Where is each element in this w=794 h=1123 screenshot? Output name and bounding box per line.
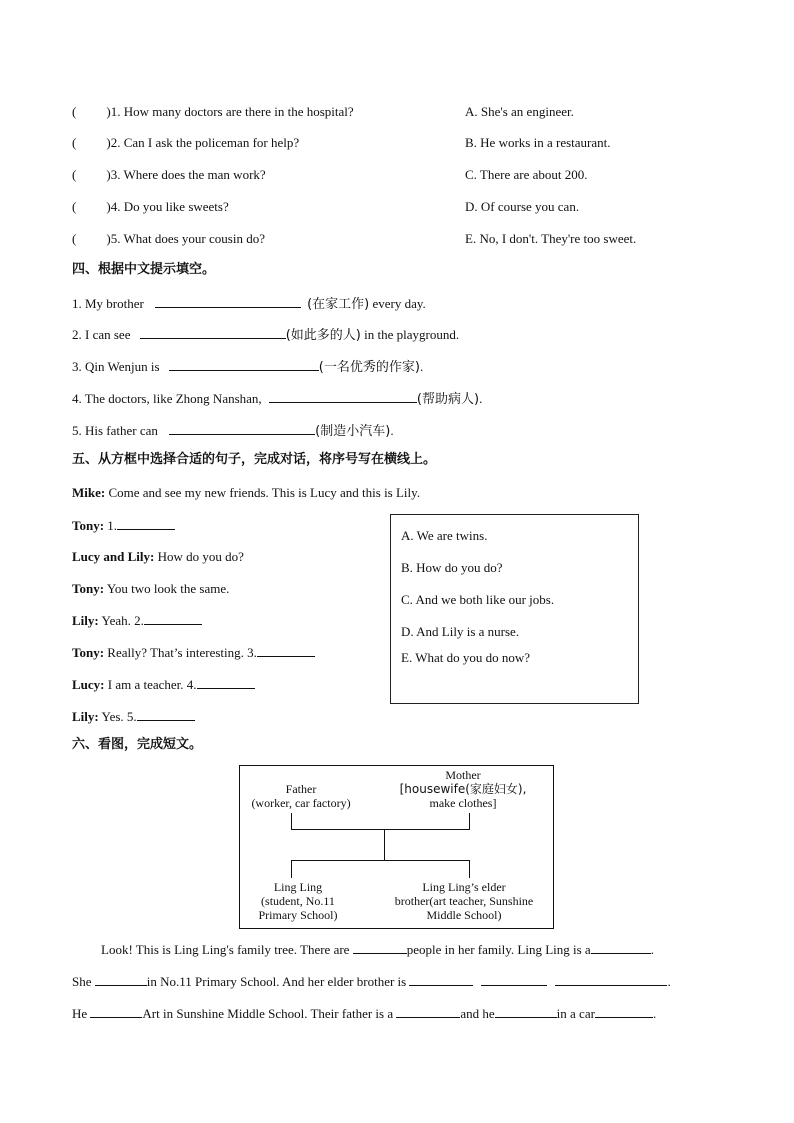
passage-line [72,973,671,990]
node-detail: (worker, car factory) [251,796,351,810]
item-text: 1. My brother [72,296,148,311]
node-detail: make clothes] [429,796,497,810]
tree-connector [469,860,470,878]
passage-text: Art in Sunshine Middle School. Their father is a [142,1006,397,1021]
option-item: B. How do you do? [401,560,503,575]
tree-node-father [240,782,362,810]
dialogue-line [72,644,315,661]
question-text: 5. What does your cousin do? [110,231,265,246]
speaker: Mike: [72,485,106,500]
option-item: A. We are twins. [401,528,488,543]
matching-answer: C. There are about 200. [465,167,588,182]
tree-node-lingling [243,880,353,922]
fill-item [72,326,459,344]
answer-blank[interactable] [269,390,417,403]
passage-text: . [667,974,671,989]
passage-text: He [72,1006,91,1021]
option-item: C. And we both like our jobs. [401,592,555,607]
item-text: 4. The doctors, like Zhong Nanshan, [72,391,265,406]
answer-bracket-close: ) [106,104,111,119]
node-title: Father [285,782,317,796]
answer-blank[interactable] [591,941,651,954]
open-bracket: ( [72,199,77,214]
tree-connector [291,829,470,830]
section-6-heading: 六、看图，完成短文。 [72,737,203,752]
matching-question [72,135,299,151]
item-text: in the playground. [360,327,460,342]
answer-blank[interactable] [495,1005,557,1018]
dialogue-line [72,517,175,534]
speaker: Tony: [72,518,105,533]
fill-item [72,295,426,313]
option-item: E. What do you do now? [401,650,531,665]
item-text: 2. I can see [72,327,134,342]
answer-blank[interactable] [117,517,175,530]
answer-blank[interactable] [95,973,147,986]
answer-bracket-close: ) [106,135,111,150]
node-detail: Middle School) [426,908,502,922]
answer-blank[interactable] [555,973,667,986]
item-text: every day. [369,296,426,311]
chinese-hint: (在家工作) [307,297,370,312]
matching-question [72,231,265,247]
answer-blank[interactable] [155,295,301,308]
tree-connector [291,860,470,861]
dialogue-text: Really? That’s interesting. 3. [104,645,257,660]
passage-text: She [72,974,95,989]
node-title: Mother [445,768,481,782]
answer-blank[interactable] [169,358,319,371]
answer-blank[interactable] [595,1005,653,1018]
answer-bracket-close: ) [106,167,111,182]
answer-bracket-close: ) [106,231,111,246]
section-5-heading: 五、从方框中选择合适的句子，完成对话，将序号写在横线上。 [72,452,437,467]
dialogue-text: 1. [104,518,118,533]
fill-item [72,358,423,376]
dialogue-text: Yeah. 2. [98,613,144,628]
answer-blank[interactable] [90,1005,142,1018]
answer-blank[interactable] [197,676,255,689]
matching-answer: B. He works in a restaurant. [465,135,611,150]
node-detail: Primary School) [258,908,338,922]
matching-answer: A. She's an engineer. [465,104,574,119]
speaker: Tony: [72,581,105,596]
passage-text: . [652,1006,657,1021]
answer-blank[interactable] [257,644,315,657]
item-text: 5. His father can [72,423,162,438]
speaker: Tony: [72,645,105,660]
passage-line [101,941,654,958]
chinese-hint: (帮助病人) [416,392,480,407]
open-bracket: ( [72,135,77,150]
open-bracket: ( [72,167,77,182]
item-text: . [390,423,394,438]
chinese-hint: (如此多的人) [285,328,361,343]
passage-text: in No.11 Primary School. And her elder brother is [146,974,410,989]
option-item: D. And Lily is a nurse. [401,624,520,639]
node-detail: (student, No.11 [261,894,335,908]
open-bracket: ( [72,104,77,119]
node-detail: [housewife(家庭妇女), [399,782,527,796]
answer-blank[interactable] [169,422,315,435]
answer-blank[interactable] [353,941,407,954]
dialogue-text: How do you do? [154,549,244,564]
fill-item [72,422,394,440]
dialogue-line [72,708,195,725]
matching-question [72,199,229,215]
node-detail: brother(art teacher, Sunshine [394,894,534,908]
dialogue-text: You two look the same. [104,581,230,596]
matching-question [72,167,266,183]
node-title: Ling Ling’s elder [422,880,506,894]
question-text: 1. How many doctors are there in the hospital? [110,104,354,119]
tree-connector [384,829,385,860]
dialogue-text: Come and see my new friends. This is Lucy and this is Lily. [105,485,421,500]
passage-text: people in her family. Ling Ling is a [406,942,591,957]
tree-connector [469,813,470,829]
section-4-heading: 四、根据中文提示填空。 [72,262,216,277]
tree-connector [291,860,292,878]
passage-text: and he [460,1006,495,1021]
dialogue-line [72,612,202,629]
passage-text: Look! This is Ling Ling's family tree. There are [101,942,353,957]
speaker: Lily: [72,709,99,724]
tree-connector [291,813,292,829]
speaker: Lucy and Lily: [72,549,155,564]
answer-bracket-close: ) [106,199,111,214]
speaker: Lucy: [72,677,105,692]
passage-text: . [650,942,654,957]
dialogue-text: Yes. 5. [98,709,137,724]
dialogue-line [72,549,244,565]
answer-blank[interactable] [396,1005,460,1018]
fill-item [72,390,482,408]
matching-question [72,104,354,120]
item-text: . [479,391,483,406]
answer-blank[interactable] [409,973,473,986]
passage-text: in a car [556,1006,595,1021]
tree-node-brother [378,880,550,922]
answer-blank[interactable] [140,326,286,339]
item-text: . [419,359,424,374]
question-text: 2. Can I ask the policeman for help? [110,135,300,150]
question-text: 3. Where does the man work? [110,167,266,182]
matching-answer: E. No, I don't. They're too sweet. [465,231,637,246]
dialogue-line [72,676,255,693]
speaker: Lily: [72,613,99,628]
chinese-hint: (制造小汽车) [315,424,391,439]
chinese-hint: (一名优秀的作家) [318,360,420,375]
item-text: 3. Qin Wenjun is [72,359,163,374]
dialogue-text: I am a teacher. 4. [104,677,197,692]
passage-line [72,1005,656,1022]
node-title: Ling Ling [273,880,323,894]
answer-blank[interactable] [144,612,202,625]
tree-node-mother [390,768,536,810]
answer-blank[interactable] [137,708,195,721]
dialogue-line [72,581,229,597]
matching-answer: D. Of course you can. [465,199,580,214]
answer-blank[interactable] [481,973,547,986]
open-bracket: ( [72,231,77,246]
dialogue-line [72,485,420,501]
question-text: 4. Do you like sweets? [110,199,229,214]
